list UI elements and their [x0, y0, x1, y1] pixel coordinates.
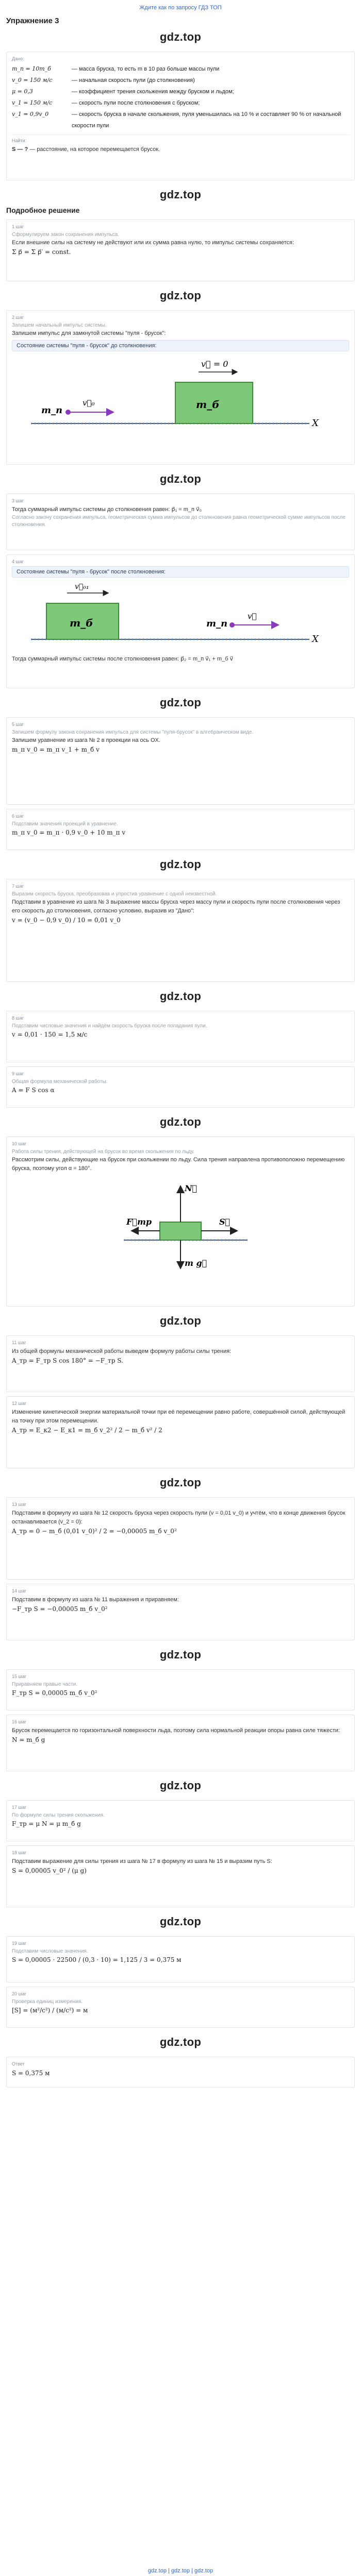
block-shape — [160, 1222, 201, 1240]
step-label: 15 шаг — [12, 1674, 27, 1679]
step-text: Подставим в формулу из шага № 12 скорость бруска через скорость пули (v = 0,01 v_0) и учтём, что в конце движения брусок останавливается (v_2 = 0): — [12, 1510, 346, 1525]
given-symbol: μ = 0,3 — [12, 88, 33, 95]
given-text: — начальная скорость пули (до столкновения) — [72, 77, 195, 83]
step-hint: Подставим значения проекций в уравнение. — [12, 821, 118, 827]
step-hint: Общая формула механической работы. — [12, 1079, 108, 1084]
diagram-forces — [21, 1173, 340, 1276]
given-text: — масса бруска, то есть m в 10 раз больше массы пули — [72, 66, 220, 72]
given-row — [12, 63, 349, 75]
diagram-after-collision — [21, 578, 340, 655]
step-hint: Подставим числовые значения. — [12, 1948, 88, 1954]
step-hint: По формуле силы трения скольжения. — [12, 1812, 105, 1818]
given-text: — скорость бруска в начале скольжения, пуля уменьшилась на 10 % и составляет 90 % от начальной скорости пули — [72, 111, 341, 129]
step-text: Тогда суммарный импульс системы после столкновения равен: p⃗₂ = m_п v⃗₁ + m_б v⃗ — [12, 656, 234, 662]
step-label: 4 шаг — [12, 559, 24, 564]
watermark: gdz.top — [159, 1314, 202, 1327]
step-text: Подставим в уравнение из шага № 3 выражение массы бруска через массу пули и скорость пули после столкновения через его скорость до столкновения, согласно условию, выразив из "Дано": — [12, 899, 340, 914]
step-card — [6, 494, 355, 550]
watermark: gdz.top — [159, 30, 202, 43]
step-formula: −F_тр S = −0,00005 m_б v_0² — [12, 1605, 108, 1613]
step-formula: A_тр = F_тр S cos 180° = −F_тр S. — [12, 1357, 123, 1364]
block-label: m_б — [70, 617, 93, 629]
watermark: gdz.top — [159, 2036, 202, 2048]
bullet-dot — [65, 410, 71, 415]
step-formula: N = m_б g — [12, 1736, 45, 1743]
watermark: gdz.top — [159, 858, 202, 871]
step-label: 20 шаг — [12, 1991, 27, 1996]
step-card — [6, 1335, 355, 1392]
step-formula: v = 0,01 · 150 = 1,5 м/с — [12, 1031, 88, 1038]
step-formula: A = F S cos α — [12, 1087, 55, 1094]
step-card — [6, 717, 355, 805]
footer-links[interactable]: gdz.top | gdz.top | gdz.top — [147, 2568, 214, 2574]
step-formula: S = 0,00005 · 22500 / (0,3 · 10) = 1,125 / 3 = 0,375 м — [12, 1956, 182, 1963]
block-velocity-label: v⃗₀₁ — [75, 583, 89, 591]
step-card — [6, 1396, 355, 1468]
given-row — [12, 97, 349, 109]
given-row — [12, 75, 349, 86]
step-text: Если внешние силы на систему не действуют или их сумма равна нулю, то импульс системы сохраняется: — [12, 240, 294, 246]
bullet-velocity-label: v⃗₀ — [83, 398, 95, 408]
watermark: gdz.top — [159, 1915, 202, 1928]
step-formula: v = (v_0 − 0,9 v_0) / 10 = 0,01 v_0 — [12, 917, 121, 924]
step-label: 9 шаг — [12, 1071, 24, 1076]
step-label: 16 шаг — [12, 1719, 27, 1724]
given-text: — скорость пули после столкновения с бруском; — [72, 100, 200, 106]
step-label: 5 шаг — [12, 722, 24, 727]
section-title: Подробное решение — [6, 206, 80, 214]
block-velocity-label: v⃗ = 0 — [201, 359, 228, 369]
given-row — [12, 86, 349, 97]
step-hint: Проверка единиц измерения. — [12, 1999, 83, 2005]
step-card — [6, 219, 355, 281]
step-card — [6, 1066, 355, 1108]
step-card — [6, 1845, 355, 1907]
friction-label: F⃗тр — [126, 1217, 152, 1227]
top-link[interactable]: Ждите как по запросу ГДЗ ТОП — [139, 5, 222, 11]
answer-label: Ответ — [12, 2061, 25, 2066]
step-hint: Выразим скорость бруска, преобразовав и упростив уравнение с одной неизвестной. — [12, 891, 217, 897]
watermark: gdz.top — [159, 188, 202, 201]
block-label: m_б — [196, 398, 220, 411]
step-hint: Работа силы трения, действующей на брусок во время скольжения по льду. — [12, 1149, 194, 1155]
bullet-label: m_п — [206, 618, 228, 629]
diagram-before-collision — [21, 351, 340, 444]
step-card — [6, 1936, 355, 1982]
step-formula: m_п v_0 = m_п · 0,9 v_0 + 10 m_п v — [12, 829, 126, 836]
step-text: Рассмотрим силы, действующие на брусок при скольжении по льду. Сила трения направлена противоположно перемещению бруска, поэтому угол α = 180°. — [12, 1157, 345, 1172]
step-label: 1 шаг — [12, 224, 24, 229]
find-row — [12, 145, 349, 154]
step-card — [6, 1669, 355, 1710]
bullet-label: m_п — [41, 405, 63, 416]
axis-label: X — [312, 634, 319, 645]
given-symbol: m_п = 10m_б — [12, 65, 51, 72]
given-text: — коэффициент трения скольжения между бруском и льдом; — [72, 89, 234, 95]
divider — [12, 134, 349, 135]
step-label: 10 шаг — [12, 1141, 27, 1146]
step-card — [6, 310, 355, 465]
watermark: gdz.top — [159, 1648, 202, 1661]
state-caption: Состояние системы "пуля - брусок" после столкновения: — [12, 566, 349, 578]
displacement-label: S⃗ — [219, 1217, 231, 1227]
top-link-bar — [0, 0, 361, 15]
given-symbol: v_0 = 150 м/с — [12, 77, 53, 83]
step-card — [6, 809, 355, 850]
step-text: Подставим выражение для силы трения из шага № 17 в формулу из шага № 15 и выразим путь S: — [12, 1858, 272, 1865]
step-label: 17 шаг — [12, 1805, 27, 1810]
step-formula: m_п v_0 = m_п v_1 + m_б v — [12, 746, 100, 753]
given-card — [6, 52, 355, 180]
watermark: gdz.top — [159, 696, 202, 709]
step-label: 7 шаг — [12, 884, 24, 889]
watermark: gdz.top — [159, 1476, 202, 1489]
step-text: Брусок перемещается по горизонтальной поверхности льда, поэтому сила нормальной реакции опоры равна силе тяжести: — [12, 1727, 340, 1734]
step-card — [6, 1987, 355, 2028]
step-formula: [S] = (м²/с²) / (м/с²) = м — [12, 2007, 88, 2014]
given-label: Дано: — [12, 56, 24, 61]
watermark: gdz.top — [159, 1115, 202, 1128]
given-row — [12, 109, 349, 131]
step-label: 8 шаг — [12, 1015, 24, 1021]
given-symbol: v_1 = 0,9v_0 — [12, 111, 49, 117]
step-card — [6, 554, 355, 688]
step-hint: Подставим числовые значения и найдём скорость бруска после попадания пули. — [12, 1023, 207, 1029]
step-formula: F_тр = μ N = μ m_б g — [12, 1820, 81, 1827]
step-label: 2 шаг — [12, 315, 24, 320]
exercise-title: Упражнение 3 — [6, 16, 59, 25]
step-formula: S = 0,00005 v_0² / (μ g) — [12, 1867, 87, 1874]
step-card — [6, 1011, 355, 1062]
step-card — [6, 1497, 355, 1580]
step-text: Подставим в формулу из шага № 11 выражения и приравняем: — [12, 1597, 179, 1603]
step-card — [6, 1715, 355, 1771]
step-text: Запишем уравнение из шага № 2 в проекции на ось OX. — [12, 737, 160, 743]
watermark: gdz.top — [159, 990, 202, 1003]
watermark: gdz.top — [159, 1779, 202, 1792]
step-text: Из общей формулы механической работы выведем формулу работы силы трения: — [12, 1348, 232, 1354]
axis-label: X — [312, 418, 319, 429]
step-text: Тогда суммарный импульс системы до столкновения равен: p⃗₁ = m_п v⃗₀ — [12, 506, 202, 513]
step-label: 18 шаг — [12, 1850, 27, 1855]
watermark: gdz.top — [159, 289, 202, 302]
find-label: Найти: — [12, 138, 27, 143]
step-formula: A_тр = E_к2 − E_к1 = m_б v_2² / 2 − m_б v² / 2 — [12, 1427, 162, 1434]
answer-formula: S = 0,375 м — [12, 2070, 50, 2077]
step-formula: F_тр S = 0,00005 m_б v_0² — [12, 1689, 97, 1697]
answer-card — [6, 2057, 355, 2088]
step-label: 11 шаг — [12, 1340, 26, 1345]
step-hint: Запишем формулу закона сохранения импульса для системы "пуля-брусок" в алгебраическом виде. — [12, 730, 254, 735]
step-card — [6, 1137, 355, 1307]
step-card — [6, 879, 355, 982]
find-text: — расстояние, на которое перемещается брусок. — [29, 146, 160, 152]
step-label: 13 шаг — [12, 1502, 27, 1507]
watermark: gdz.top — [159, 472, 202, 485]
gravity-label: m g⃗ — [185, 1258, 207, 1268]
step-hint: Приравняем правые части. — [12, 1682, 78, 1687]
normal-force-label: N⃗ — [185, 1183, 198, 1193]
step-hint: Запишем начальный импульс системы. — [12, 323, 107, 328]
given-list — [12, 63, 349, 131]
step-text: Изменение кинетической энергии материальной точки при её перемещении равно работе, совершённой силой, действующей на точку при этом перемещении. — [12, 1409, 346, 1424]
given-symbol: v_1 = 150 м/с — [12, 99, 53, 106]
step-hint: Согласно закону сохранения импульса, геометрическая сумма импульсов до столкновения равна геометрической сумме импульсов после столкновения. — [12, 515, 346, 528]
step-card — [6, 1584, 355, 1640]
step-card — [6, 1800, 355, 1841]
bullet-velocity-label: v⃗ — [248, 612, 257, 621]
step-text: Запишем импульс для замкнутой системы "пуля - брусок": — [12, 330, 166, 336]
step-label: 14 шаг — [12, 1588, 27, 1594]
step-label: 3 шаг — [12, 498, 24, 503]
step-formula: Σ p⃗ = Σ p⃗′ = const. — [12, 248, 71, 256]
step-label: 6 шаг — [12, 814, 24, 819]
find-symbol: S — ? — [12, 146, 28, 152]
bullet-dot — [229, 622, 235, 628]
step-label: 12 шаг — [12, 1401, 27, 1406]
main-content — [0, 15, 361, 2088]
step-formula: A_тр = 0 − m_б (0,01 v_0)² / 2 = −0,00005 m_б v_0² — [12, 1528, 177, 1535]
state-caption: Состояние системы "пуля - брусок" до столкновения: — [12, 340, 349, 351]
step-hint: Сформулируем закон сохранения импульса. — [12, 232, 119, 238]
step-label: 19 шаг — [12, 1941, 27, 1946]
